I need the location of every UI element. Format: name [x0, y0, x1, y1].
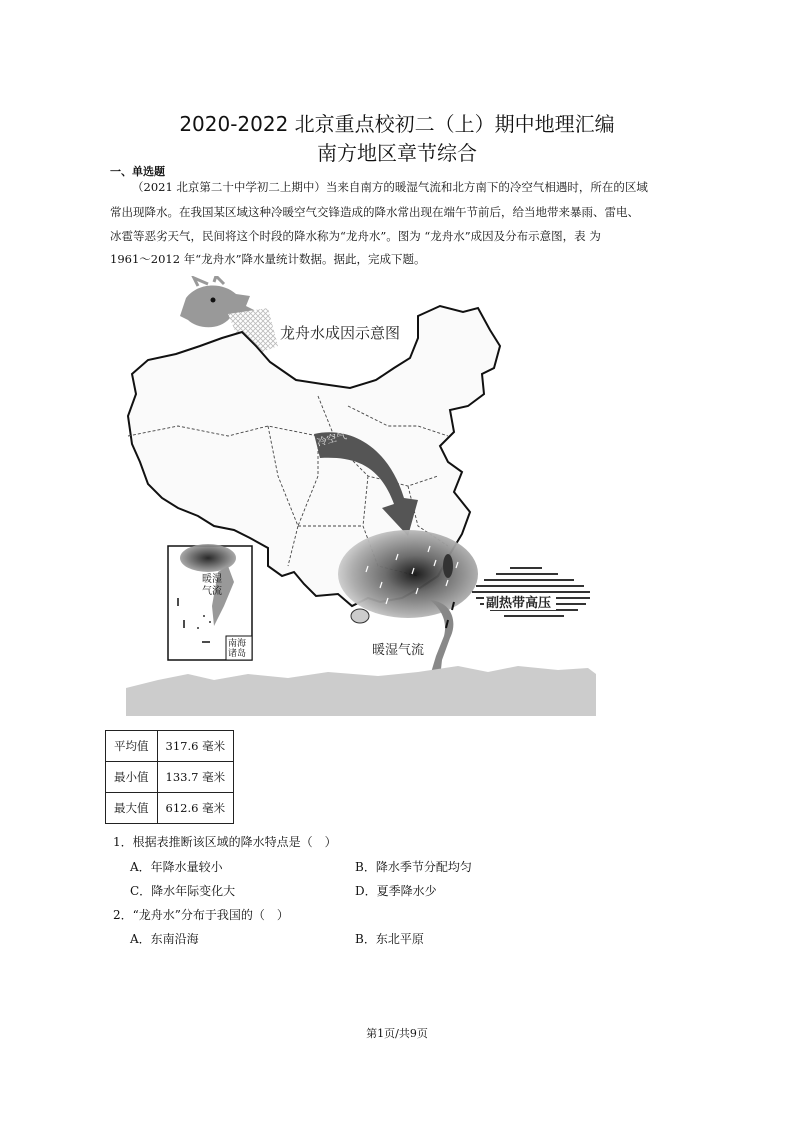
- question-1-option-b[interactable]: B．降水季节分配均匀: [355, 860, 472, 874]
- question-1-stem: 1．根据表推断该区域的降水特点是（ ）: [113, 835, 337, 849]
- question-1-option-c[interactable]: C．降水年际变化大: [130, 884, 236, 898]
- intro-line-2: 常出现降水。在我国某区域这种冷暖空气交锋造成的降水常出现在端午节前后，给当地带来暴雨、雷电、: [110, 205, 639, 219]
- question-2-stem: 2．“龙舟水”分布于我国的（ ）: [113, 908, 289, 922]
- row-label: 最小值: [106, 762, 158, 793]
- rainfall-stats-table: [105, 730, 234, 824]
- dragon-boat-water-map: [118, 276, 598, 716]
- intro-line-4: 1961～2012 年“龙舟水”降水量统计数据。据此，完成下题。: [110, 252, 426, 266]
- question-1-option-d[interactable]: D．夏季降水少: [355, 884, 437, 898]
- table-row: [106, 793, 234, 824]
- section-heading: 一、单选题: [110, 165, 165, 178]
- intro-line-3: 冰雹等恶劣天气，民间将这个时段的降水称为“龙舟水”。图为 “龙舟水”成因及分布示意图，表 为: [110, 229, 601, 243]
- row-label: 最大值: [106, 793, 158, 824]
- rain-area: [338, 530, 478, 618]
- subtropical-high-label: 副热带高压: [486, 596, 552, 611]
- document-subtitle: 南方地区章节综合: [317, 141, 477, 165]
- row-value: 133.7 毫米: [157, 762, 234, 793]
- document-title: 2020-2022 北京重点校初二（上）期中地理汇编: [179, 112, 615, 136]
- question-2-option-a[interactable]: A．东南沿海: [130, 932, 199, 946]
- inset-warm-label-1: 暖湿: [202, 574, 222, 585]
- table-row: [106, 731, 234, 762]
- cold-air-label: 冷空气: [315, 430, 348, 449]
- page-footer: 第1页/共9页: [366, 1027, 428, 1040]
- inset-islands-label-1: 南海: [228, 639, 247, 649]
- question-2-option-b[interactable]: B．东北平原: [355, 932, 424, 946]
- row-value: 317.6 毫米: [157, 731, 234, 762]
- row-value: 612.6 毫米: [157, 793, 234, 824]
- question-1-option-a[interactable]: A．年降水量较小: [130, 860, 223, 874]
- warm-airflow-label: 暖湿气流: [372, 643, 425, 658]
- figure-title: 龙舟水成因示意图: [280, 324, 401, 342]
- inset-warm-label-2: 气流: [202, 586, 222, 597]
- mountain-silhouette: [126, 666, 596, 716]
- inset-islands-label-2: 诸岛: [228, 649, 247, 659]
- table-row: [106, 762, 234, 793]
- row-label: 平均值: [106, 731, 158, 762]
- intro-line-1: （2021 北京第二十中学初二上期中）当来自南方的暖湿气流和北方南下的冷空气相遇时，所在的区域: [132, 180, 648, 194]
